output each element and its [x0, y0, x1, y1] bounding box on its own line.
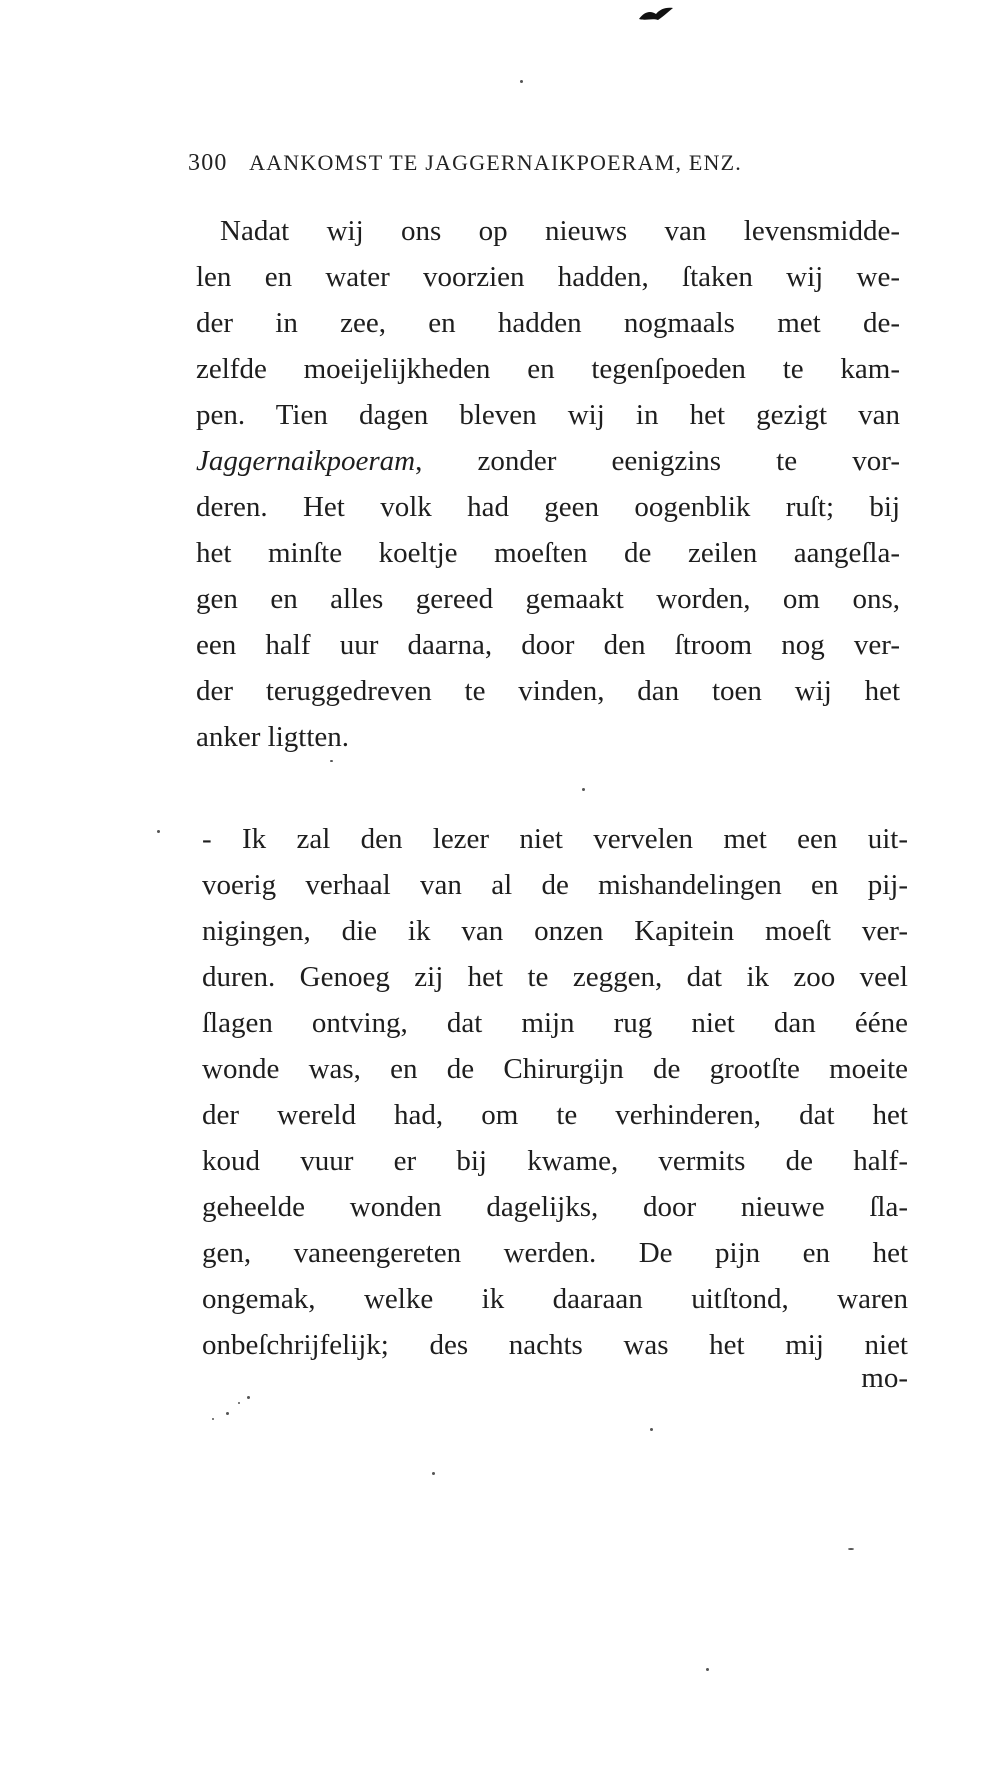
ink-blot-mark — [638, 6, 674, 22]
page-number: 300 — [188, 150, 228, 176]
text-line: zelfde moeijelijkheden en tegenſpoeden te kam- — [196, 353, 900, 385]
text-line: een half uur daarna, door den ſtroom nog ver- — [196, 629, 900, 661]
text-line: ongemak, welke ik daaraan uitſtond, waren — [202, 1283, 908, 1315]
running-head-title: AANKOMST TE JAGGERNAIKPOERAM, ENZ. — [249, 150, 742, 175]
paper-speck — [226, 1412, 229, 1415]
text-line: Nadat wij ons op nieuws van levensmidde- — [220, 215, 900, 247]
paper-speck — [706, 1668, 709, 1671]
text-line: - Ik zal den lezer niet vervelen met een uit- — [202, 823, 908, 855]
text-line: gen en alles gereed gemaakt worden, om ons, — [196, 583, 900, 615]
text-line: gen, vaneengereten werden. De pijn en het — [202, 1237, 908, 1269]
paper-speck — [520, 80, 523, 83]
paper-speck — [650, 1428, 653, 1431]
text-line: onbeſchrijfelijk; des nachts was het mij niet — [202, 1329, 908, 1361]
place-name-italic: Jaggernaikpoeram — [196, 445, 416, 477]
text-line: deren. Het volk had geen oogenblik ruſt; bij — [196, 491, 900, 523]
paper-speck — [247, 1396, 250, 1399]
paper-speck — [212, 1418, 214, 1420]
text-line: anker ligtten. — [196, 721, 350, 753]
text-line: der in zee, en hadden nogmaals met de- — [196, 307, 900, 339]
text-line: nigingen, die ik van onzen Kapitein moeſt ver- — [202, 915, 908, 947]
text-line-rest: , zonder eenigzins te vor- — [415, 445, 900, 477]
paper-speck — [432, 1472, 435, 1475]
text-line: wonde was, en de Chirurgijn de grootſte moeite — [202, 1053, 908, 1085]
text-line-with-italic-place-name — [196, 438, 900, 484]
text-line: der wereld had, om te verhinderen, dat het — [202, 1099, 908, 1131]
text-line: geheelde wonden dagelijks, door nieuwe ſla- — [202, 1191, 908, 1223]
text-line: duren. Genoeg zij het te zeggen, dat ik zoo veel — [202, 961, 908, 993]
catchword: mo- — [861, 1362, 908, 1394]
paragraph-1 — [196, 208, 900, 760]
running-head — [188, 150, 858, 177]
paper-speck — [582, 788, 585, 791]
text-line: ſlagen ontving, dat mijn rug niet dan ééne — [202, 1007, 908, 1039]
paper-speck — [848, 1548, 854, 1550]
text-line: pen. Tien dagen bleven wij in het gezigt van — [196, 399, 900, 431]
paper-speck — [238, 1402, 240, 1404]
text-line: der teruggedreven te vinden, dan toen wij het — [196, 675, 900, 707]
text-line: het minſte koeltje moeſten de zeilen aangeſla- — [196, 537, 900, 569]
text-line: len en water voorzien hadden, ſtaken wij we- — [196, 261, 900, 293]
paragraph-2 — [202, 816, 908, 1368]
paper-speck — [157, 830, 160, 833]
text-line: voerig verhaal van al de mishandelingen en pij- — [202, 869, 908, 901]
text-line: koud vuur er bij kwame, vermits de half- — [202, 1145, 908, 1177]
paper-speck — [330, 760, 333, 762]
